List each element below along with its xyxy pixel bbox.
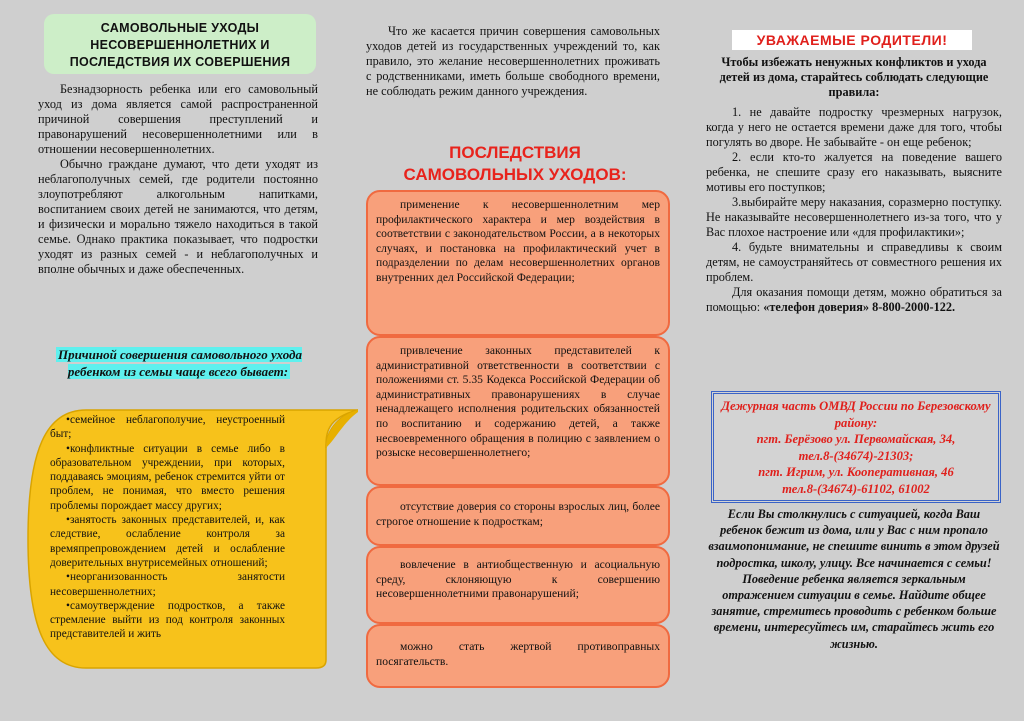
consequence-box-3 — [366, 486, 670, 546]
consequence-text: можно стать жертвой противоправных посягательств. — [376, 640, 660, 668]
intro-text — [38, 82, 318, 277]
parents-heading: УВАЖАЕМЫЕ РОДИТЕЛИ! — [732, 30, 972, 50]
list-item: •неорганизованность занятости несовершеннолетних; — [50, 571, 285, 598]
institution-paragraph: Что же касается причин совершения самовольных уходов детей из государственных учреждений то, как правило, это желание несовершеннолетних проживать с родственниками, иметь больше свободного времени, не соблюдать режим данного учреждения. — [366, 24, 660, 98]
phone-line: тел.8-(34674)-61102, 61002 — [782, 481, 930, 496]
leaflet-title: САМОВОЛЬНЫЕ УХОДЫ НЕСОВЕРШЕННОЛЕТНИХ И ПОСЛЕДСТВИЯ ИХ СОВЕРШЕНИЯ — [44, 14, 316, 74]
address-line: пгт. Игрим, ул. Кооперативная, 46 — [758, 465, 954, 479]
consequence-box-1 — [366, 190, 670, 336]
rules-list — [706, 105, 1002, 315]
list-item: •занятость законных представителей, и, как следствие, ослабление контроля за времяпрепровождением детей и ослабление доверительных внутрисемейных отношений; — [50, 514, 285, 569]
consequence-box-5 — [366, 624, 670, 688]
helpline-label: «телефон доверия» — [763, 300, 870, 314]
phone-line: тел.8-(34674)-21303; — [798, 448, 914, 463]
helpline-paragraph — [706, 285, 1002, 315]
consequence-box-4 — [366, 546, 670, 624]
consequences-heading: ПОСЛЕДСТВИЯ САМОВОЛЬНЫХ УХОДОВ: — [403, 143, 627, 184]
list-item: 2. если кто-то жалуется на поведение вашего ребенка, не спешите сразу его наказывать, выясните мотивы его поступков; — [706, 150, 1002, 194]
list-item: •самоутверждение подростков, а также стремление выйти из под контроля законных представителей и жить — [50, 599, 285, 641]
address-line: пгт. Берёзово ул. Первомайская, 34, — [756, 432, 956, 446]
consequence-text: отсутствие доверия со стороны взрослых лиц, более строгое отношение к подросткам; — [376, 500, 660, 528]
list-item: 1. не давайте подростку чрезмерных нагрузок, когда у него не остается времени даже для того, чтобы погулять во дворе. Не забывайте - он еще ребенок; — [706, 105, 1002, 149]
duty-office-title: Дежурная часть ОМВД России по Березовскому району: — [721, 399, 991, 430]
causes-heading: Причиной совершения самовольного ухода ребенком из семьи чаще всего бывает: — [57, 347, 303, 379]
list-item: 3.выбирайте меру наказания, соразмерно поступку. Не наказывайте несовершеннолетнего из-за того, что у Вас плохое настроение или «для профилактики»; — [706, 195, 1002, 239]
consequence-box-2 — [366, 336, 670, 486]
consequence-text: привлечение законных представителей к административной ответственности в соответствии с положениями ст. 5.35 Кодекса Российской Федерации об административных правонарушениях в случае ненадлежащего исполнения родительских обязанностей по воспитанию и содержанию детей, а также несвоевременного обращения в полицию с заявлением о розыске несовершеннолетнего; — [376, 344, 660, 460]
institution-text — [366, 24, 660, 99]
causes-list — [50, 413, 285, 642]
help-text: Для оказания помощи детям, можно обратиться за помощью: — [706, 285, 1002, 314]
closing-appeal: Если Вы столкнулись с ситуацией, когда Ваш ребенок бежит из дома, или у Вас с ним пропало взаимопонимание, не спешите винить в этом друзей подростка, школу, улицу. Все начинается с семьи! Поведение ребенка является зеркальным отражением ситуации в семье. Найдите общее занятие, стремитесь проводить с ребенком больше времени, интересуйтесь им, старайтесь жить его жизнью. — [708, 507, 1000, 651]
consequence-text: вовлечение в антиобщественную и асоциальную среду, склоняющую к совершению несовершеннолетними правонарушений; — [376, 558, 660, 601]
list-item: •конфликтные ситуации в семье либо в образовательном учреждении, при которых, поддаваясь эмоциям, ребенок стремится уйти от проблем, не понимая, что вместо решения проблемы порождает массу других; — [50, 442, 285, 512]
intro-paragraph-2: Обычно граждане думают, что дети уходят из неблагополучных семей, где родители постоянно злоупотребляют алкогольным напитками, воспитанием своих детей не занимаются, что детям, и физически и морально тяжело находиться в такой семье. Однако практика показывает, что подростки уходят из разных семей - и неблагополучных и вполне обычных и даже обеспеченных. — [38, 157, 318, 276]
intro-paragraph-1: Безнадзорность ребенка или его самовольный уход из дома является самой распространенной причиной совершения преступлений и правонарушений несовершеннолетними или в отношении несовершеннолетних. — [38, 82, 318, 156]
consequence-text: применение к несовершеннолетним мер профилактического характера и мер воздействия в соответствии с законодательством России, а в некоторых случаях, и постановка на профилактический учет в подразделении по делам несовершеннолетних органов внутренних дел Российской Федерации; — [376, 198, 660, 284]
list-item: •семейное неблагополучие, неустроенный быт; — [50, 414, 285, 441]
helpline-number: 8-800-2000-122. — [872, 300, 956, 314]
rules-intro: Чтобы избежать ненужных конфликтов и ухода детей из дома, старайтесь соблюдать следующие правила: — [719, 55, 989, 99]
duty-office-box — [711, 391, 1001, 503]
list-item: 4. будьте внимательны и справедливы к своим детям, не самоустраняйтесь от совместного решения их проблем. — [706, 240, 1002, 284]
